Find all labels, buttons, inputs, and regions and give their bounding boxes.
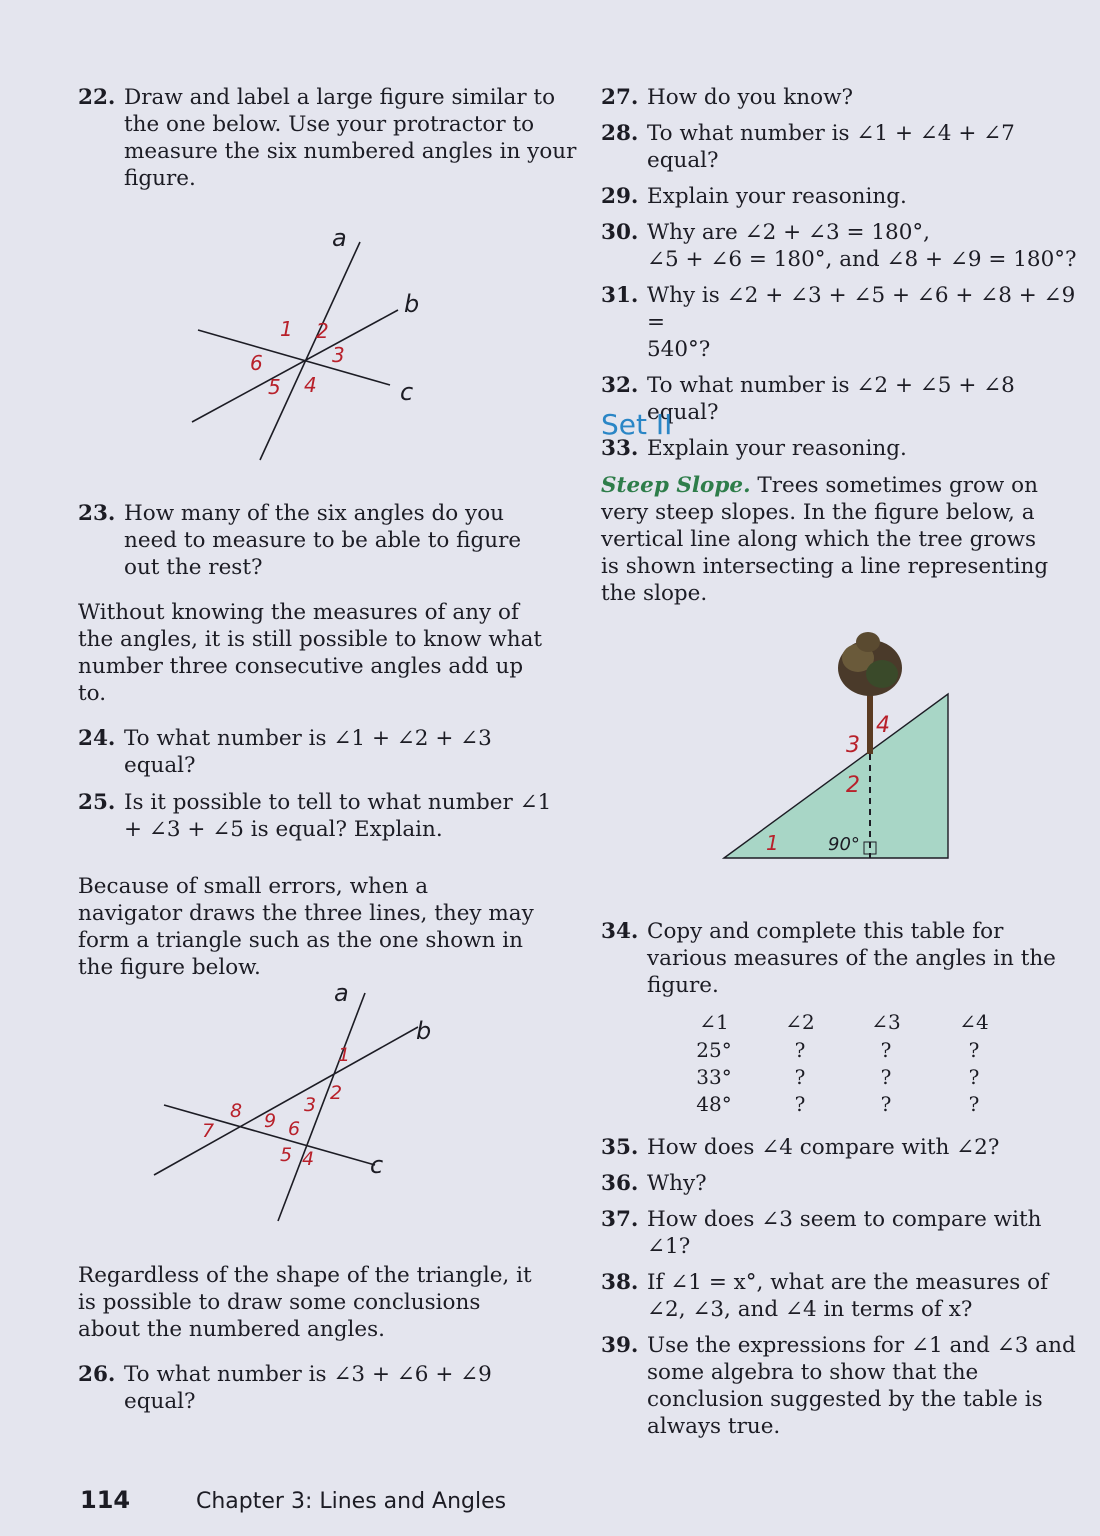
question-22 [78, 84, 584, 192]
question-number: 35. [601, 1135, 639, 1160]
label-b: b [404, 290, 420, 318]
question-number: 33. [601, 436, 639, 461]
question-text: Copy and complete this table for various measures of the angles in the figure. [647, 919, 1056, 998]
question-number: 30. [601, 220, 639, 245]
question-text-line2: ∠5 + ∠6 = 180°, and ∠8 + ∠9 = 180°? [647, 247, 1077, 272]
question-29 [601, 183, 1091, 210]
table-cell: ? [794, 1038, 806, 1062]
angle-5: 5 [268, 375, 281, 399]
table-cell: ? [880, 1038, 892, 1062]
chapter-title: Chapter 3: Lines and Angles [196, 1489, 507, 1514]
angle-8: 8 [230, 1100, 243, 1122]
question-23 [78, 500, 554, 581]
question-35 [601, 1134, 1086, 1161]
table-cell: ? [794, 1092, 806, 1116]
question-number: 38. [601, 1270, 639, 1295]
question-30 [601, 219, 1091, 273]
table-cell: ? [880, 1092, 892, 1116]
angle-4: 4 [304, 373, 317, 397]
angle-table [684, 1010, 1024, 1120]
paragraph-navigator: Because of small errors, when a navigator draws the three lines, they may form a triangle such as the one shown in the figure below. [78, 874, 534, 980]
angle-7: 7 [202, 1120, 215, 1142]
question-39 [601, 1332, 1087, 1440]
question-text-line2: 540°? [647, 337, 711, 362]
steep-slope-text: Trees sometimes grow on very steep slopes. In the figure below, a vertical line along which the tree grows is shown intersecting a line representing the slope. [601, 473, 1049, 606]
table-header: ∠1 [699, 1010, 729, 1034]
question-24 [78, 725, 544, 779]
angle-4: 4 [302, 1148, 315, 1170]
question-28 [601, 120, 1091, 174]
right-column-top [601, 84, 1091, 462]
question-number: 28. [601, 121, 639, 146]
question-text: Explain your reasoning. [647, 184, 907, 209]
question-number: 37. [601, 1207, 639, 1232]
question-37 [601, 1206, 1086, 1260]
question-text: Is it possible to tell to what number ∠1 + ∠3 + ∠5 is equal? Explain. [124, 790, 552, 842]
question-text: Use the expressions for ∠1 and ∠3 and some algebra to show that the conclusion suggested by the table is always true. [647, 1333, 1076, 1439]
angle-3: 3 [332, 343, 345, 367]
table-header: ∠4 [959, 1010, 989, 1034]
question-text: Explain your reasoning. [647, 436, 907, 461]
table-cell: ? [968, 1065, 980, 1089]
line-c [198, 330, 390, 385]
question-33 [601, 435, 1091, 462]
question-38 [601, 1269, 1087, 1323]
question-36 [601, 1170, 1086, 1197]
question-number: 32. [601, 373, 639, 398]
question-text: How does ∠4 compare with ∠2? [647, 1135, 1000, 1160]
angle-3: 3 [304, 1094, 317, 1116]
label-a: a [334, 979, 349, 1007]
question-text-line1: Why is ∠2 + ∠3 + ∠5 + ∠6 + ∠8 + ∠9 = [647, 283, 1076, 335]
angle-6: 6 [288, 1118, 301, 1140]
question-text: Why? [647, 1171, 707, 1196]
tree-slope-figure [718, 628, 958, 864]
question-number: 34. [601, 919, 639, 944]
angle-4: 4 [876, 713, 890, 738]
question-27 [601, 84, 1091, 111]
line-a [260, 242, 360, 460]
question-text: How many of the six angles do you need to measure to be able to figure out the rest? [124, 501, 522, 580]
table-header: ∠2 [785, 1010, 815, 1034]
question-number: 25. [78, 790, 116, 815]
question-number: 24. [78, 726, 116, 751]
table-cell: ? [968, 1092, 980, 1116]
label-a: a [332, 224, 347, 252]
question-text: If ∠1 = x°, what are the measures of ∠2, ∠3, and ∠4 in terms of x? [647, 1270, 1049, 1322]
steep-slope-title: Steep Slope. [601, 473, 751, 498]
left-column-bottom [78, 1262, 548, 1415]
question-text: How does ∠3 seem to compare with ∠1? [647, 1207, 1042, 1259]
angle-9: 9 [264, 1110, 277, 1132]
set-heading: Set II [601, 408, 673, 441]
question-26 [78, 1361, 554, 1415]
label-b: b [416, 1017, 432, 1045]
question-text: How do you know? [647, 85, 853, 110]
label-c: c [370, 1151, 384, 1179]
steep-slope-paragraph [601, 472, 1056, 607]
page-number: 114 [80, 1486, 131, 1514]
angle-6: 6 [250, 351, 263, 375]
question-31 [601, 282, 1091, 363]
question-number: 26. [78, 1362, 116, 1387]
angle-2: 2 [316, 319, 329, 343]
question-text: To what number is ∠1 + ∠4 + ∠7 equal? [647, 121, 1015, 173]
question-32 [601, 372, 1091, 426]
paragraph-conclusions: Regardless of the shape of the triangle, it is possible to draw some conclusions about the numbered angles. [78, 1263, 532, 1342]
angle-1: 1 [766, 831, 779, 855]
angle-1: 1 [280, 317, 293, 341]
left-column-middle [78, 500, 552, 981]
right-column-bottom [601, 1134, 1086, 1440]
line-b [192, 310, 398, 422]
paragraph-consecutive-angles: Without knowing the measures of any of the angles, it is still possible to know what number three consecutive angles add up to. [78, 600, 543, 706]
question-text-line1: Why are ∠2 + ∠3 = 180°, [647, 220, 930, 245]
question-text: To what number is ∠2 + ∠5 + ∠8 equal? [647, 373, 1015, 425]
question-number: 36. [601, 1171, 639, 1196]
question-number: 23. [78, 501, 116, 526]
table-cell: ? [968, 1038, 980, 1062]
right-angle-label: 90° [828, 834, 860, 855]
left-column [78, 84, 577, 192]
question-number: 29. [601, 184, 639, 209]
intersecting-lines-figure [180, 220, 460, 465]
table-cell: ? [794, 1065, 806, 1089]
question-34 [601, 918, 1087, 999]
question-number: 31. [601, 283, 639, 308]
table-cell: 33° [696, 1065, 732, 1089]
question-text: To what number is ∠1 + ∠2 + ∠3 equal? [124, 726, 492, 778]
navigator-triangle-figure [150, 975, 432, 1230]
angle-1: 1 [338, 1044, 351, 1066]
angle-2: 2 [846, 773, 860, 798]
question-text: To what number is ∠3 + ∠6 + ∠9 equal? [124, 1362, 492, 1414]
table-header: ∠3 [871, 1010, 901, 1034]
question-number: 39. [601, 1333, 639, 1358]
angle-3: 3 [846, 733, 860, 758]
table-cell: 48° [696, 1092, 732, 1116]
question-25 [78, 789, 554, 843]
label-c: c [400, 378, 414, 406]
angle-5: 5 [280, 1144, 293, 1166]
question-number: 27. [601, 85, 639, 110]
table-cell: ? [880, 1065, 892, 1089]
question-number: 22. [78, 85, 116, 110]
table-cell: 25° [696, 1038, 732, 1062]
angle-2: 2 [330, 1082, 343, 1104]
line-a [278, 993, 365, 1221]
question-text: Draw and label a large figure similar to the one below. Use your protractor to measure the six numbered angles in your figure. [124, 85, 577, 191]
